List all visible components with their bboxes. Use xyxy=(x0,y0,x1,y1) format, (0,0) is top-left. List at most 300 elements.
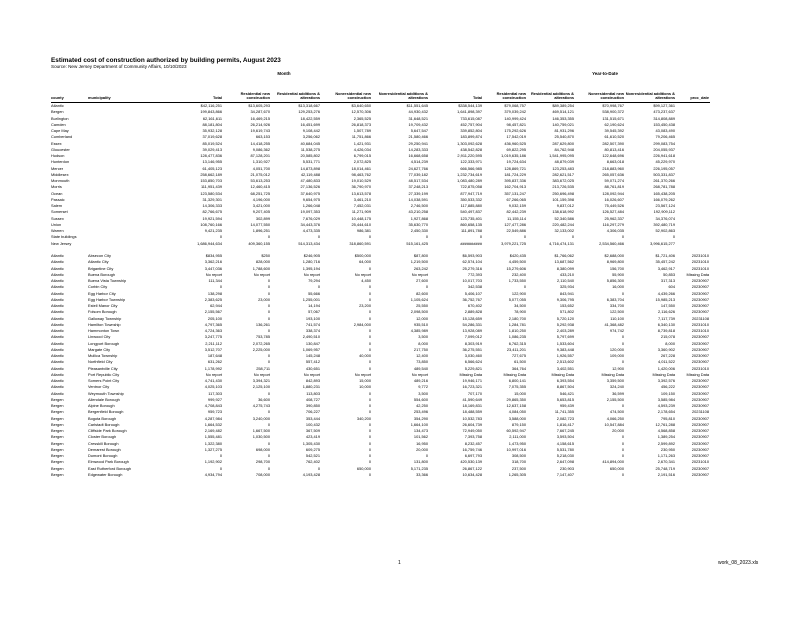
table-cell: Missing Data xyxy=(503,371,526,377)
table-cell: 6,697,793 xyxy=(464,453,482,459)
table-cell: 10,634,428 xyxy=(462,471,482,477)
table-cell: 9,837,012 xyxy=(556,203,574,209)
table-cell: 122,900 xyxy=(511,290,526,296)
table-cell: 14,077,550 xyxy=(250,221,270,227)
table-cell: $99,127,361 xyxy=(653,103,675,109)
table-cell: 0 xyxy=(368,340,371,346)
table-cell: 5,292,938 xyxy=(556,321,574,327)
table-cell: 147,550 xyxy=(660,303,675,309)
table-cell: 20230907 xyxy=(691,353,709,359)
table-cell: 342,538 xyxy=(467,284,482,290)
table-cell: 5,856,300 xyxy=(606,278,624,284)
table-cell: 974,742 xyxy=(609,328,624,334)
col-header: Nonresidential additions & alterations xyxy=(625,92,675,101)
table-cell: 4,459,500 xyxy=(508,259,526,265)
table-cell: Mercer xyxy=(51,165,64,171)
table-cell: 1,420,006 xyxy=(657,365,675,371)
table-cell: Missing Data xyxy=(459,371,482,377)
table-cell: 20230907 xyxy=(691,346,709,352)
table-cell: 772,393 xyxy=(467,271,482,277)
table-cell: 0 xyxy=(425,234,428,240)
table-cell: 0 xyxy=(267,453,270,459)
table-cell: 153,652 xyxy=(559,303,574,309)
table-cell: 3,360,902 xyxy=(657,346,675,352)
table-cell: 52,340,586 xyxy=(554,215,574,221)
table-cell: 261,370,266 xyxy=(653,178,675,184)
table-cell: 10,547,884 xyxy=(604,421,624,427)
table-cell: 308,500 xyxy=(511,453,526,459)
table-cell: 79,294 xyxy=(308,278,320,284)
table-cell: 25,962,337 xyxy=(604,215,624,221)
table-cell: 650,000 xyxy=(356,465,371,471)
table-cell: 3,247,775 xyxy=(204,334,222,340)
table-cell: $2,688,000 xyxy=(604,253,624,259)
table-cell: $338,544,139 xyxy=(458,103,482,109)
table-cell: 409,360,155 xyxy=(248,240,270,246)
table-cell: 20230907 xyxy=(691,384,709,390)
table-cell: 2,072,825 xyxy=(353,159,371,165)
table-cell: 0 xyxy=(267,234,270,240)
table-cell: Bergen xyxy=(51,459,64,465)
table-cell: 0 xyxy=(523,234,526,240)
table-cell: 123,735,401 xyxy=(460,215,482,221)
table-cell: 420,530,139 xyxy=(460,459,482,465)
table-cell: 131,515,671 xyxy=(602,115,624,121)
table-cell: 0 xyxy=(368,290,371,296)
table-cell: 31,648,521 xyxy=(408,115,428,121)
table-cell: 20230907 xyxy=(691,465,709,471)
table-cell: 0 xyxy=(368,396,371,402)
table-cell: 8,739,818 xyxy=(657,328,675,334)
table-cell: Atlantic xyxy=(51,284,64,290)
table-cell: 20230907 xyxy=(691,440,709,446)
table-cell: 36,599 xyxy=(612,390,624,396)
table-cell: 7,099,012 xyxy=(464,334,482,340)
table-cell: 5,406,107 xyxy=(464,290,482,296)
table-cell: 514,313,434 xyxy=(298,240,320,246)
table-cell: Allendale Borough xyxy=(88,396,120,402)
table-cell: Demarest Borough xyxy=(88,446,121,452)
col-header: Residential additions & alterations xyxy=(527,92,575,102)
table-cell: 98,463,762 xyxy=(351,171,371,177)
table-cell: 113,803 xyxy=(306,390,320,396)
file-name: work_08_2023.xls xyxy=(718,560,759,566)
table-cell: Atlantic xyxy=(51,384,64,390)
table-cell: Salem xyxy=(51,203,63,209)
table-cell: 20230907 xyxy=(691,284,709,290)
table-cell: 226,941,618 xyxy=(653,153,675,159)
table-cell: 4,196,000 xyxy=(252,196,270,202)
table-cell: 162,704,913 xyxy=(504,184,526,190)
table-cell: 8,867,504 xyxy=(556,384,574,390)
table-cell: 213,726,535 xyxy=(552,184,574,190)
table-cell: Bogota Borough xyxy=(88,415,117,421)
table-cell: 2,534,560,466 xyxy=(599,240,624,246)
table-cell: 5,653,815 xyxy=(556,396,574,402)
table-cell: 36,275,551 xyxy=(462,346,482,352)
table-cell: 20230907 xyxy=(691,290,709,296)
table-cell: 21,075,012 xyxy=(250,171,270,177)
table-cell: 395,837,336 xyxy=(504,178,526,184)
table-cell: Bergen xyxy=(51,428,64,434)
table-cell: 17,542,019 xyxy=(506,134,526,140)
table-cell: 318,700 xyxy=(511,459,526,465)
table-cell: 0 xyxy=(267,465,270,471)
table-cell: 29,250,941 xyxy=(408,140,428,146)
table-cell: 2,098,500 xyxy=(410,309,428,315)
table-cell: 877,947,719 xyxy=(460,190,482,196)
table-cell: Atlantic xyxy=(51,321,64,327)
table-cell: Alpine Borough xyxy=(88,403,115,409)
table-cell: 4,051,700 xyxy=(252,165,270,171)
table-cell: 122,648,696 xyxy=(602,153,624,159)
table-cell: 26,818,373 xyxy=(351,121,371,127)
table-cell: Egg Harbor City xyxy=(88,290,116,296)
table-cell: 3,500 xyxy=(418,334,428,340)
table-cell: 53,613,253 xyxy=(250,178,270,184)
table-cell: Estell Manor City xyxy=(88,303,118,309)
table-cell: 205,100 xyxy=(207,315,222,321)
table-cell: 8,000 xyxy=(665,340,675,346)
table-cell: 10,448,175 xyxy=(351,215,371,221)
table-cell: 45,229,970 xyxy=(655,159,675,165)
table-cell: Bergen xyxy=(51,471,64,477)
table-body xyxy=(51,102,710,478)
table-cell: 0 xyxy=(571,234,574,240)
table-cell: 23,411,201 xyxy=(506,346,526,352)
table-cell: 1,178,992 xyxy=(204,365,222,371)
table-cell: 6,800,141 xyxy=(508,378,526,384)
table-cell: 1,266,048 xyxy=(302,203,320,209)
table-cell: 298,700 xyxy=(255,459,270,465)
table-cell: 2,116,626 xyxy=(657,309,675,315)
table-cell: 12,761,288 xyxy=(655,421,675,427)
table-cell: 39,029,413 xyxy=(202,146,222,152)
table-cell: 9,654,975 xyxy=(302,196,320,202)
table-cell: 15,279,606 xyxy=(506,265,526,271)
table-cell: 0 xyxy=(219,465,222,471)
table-cell: 0 xyxy=(368,390,371,396)
table-cell: Atlantic xyxy=(51,353,64,359)
table-cell: No report xyxy=(411,271,428,277)
table-cell: 540,497,837 xyxy=(460,209,482,215)
table-cell: 5,531,771 xyxy=(302,159,320,165)
table-cell: 130,847 xyxy=(305,340,320,346)
table-cell: 87,128,201 xyxy=(250,153,270,159)
table-cell: 2,984,000 xyxy=(353,321,371,327)
table-cell: Ocean xyxy=(51,190,63,196)
table-cell: Bergenfield Borough xyxy=(88,409,124,415)
table-cell: 20,000 xyxy=(612,428,624,434)
table-cell: 6,566,624 xyxy=(464,359,482,365)
table-cell: 34,287,670 xyxy=(250,109,270,115)
table-cell: 16,723,321 xyxy=(462,384,482,390)
table-cell: 27,136,526 xyxy=(300,184,320,190)
table-cell: 2,889,828 xyxy=(464,309,482,315)
table-cell: 1,105,624 xyxy=(410,296,428,302)
table-cell: 0 xyxy=(267,440,270,446)
table-cell: 1,667,500 xyxy=(252,428,270,434)
table-cell: 2,365,525 xyxy=(353,115,371,121)
table-cell: 3,240,000 xyxy=(252,415,270,421)
table-cell: 62,190,624 xyxy=(604,121,624,127)
table-cell: Atlantic xyxy=(51,103,64,109)
table-cell: 538,900,372 xyxy=(602,109,624,115)
table-cell: 7,117,739 xyxy=(657,315,675,321)
table-cell: 62,944 xyxy=(210,303,222,309)
table-cell: 20230907 xyxy=(691,359,709,365)
table-cell: 4,193,428 xyxy=(302,471,320,477)
table-cell: 88,181,804 xyxy=(202,121,222,127)
table-cell: 13,146,955 xyxy=(202,159,222,165)
table-cell: 128,477,836 xyxy=(200,153,222,159)
table-cell: 20230907 xyxy=(691,421,709,427)
table-cell: 1,280,716 xyxy=(302,259,320,265)
table-cell: 1,816,417 xyxy=(556,421,574,427)
table-cell: 136,261 xyxy=(255,321,270,327)
table-cell: 267,228 xyxy=(660,353,675,359)
table-cell: 999,927 xyxy=(207,396,222,402)
table-cell: 146,353,355 xyxy=(552,115,574,121)
table-cell: 436,960,525 xyxy=(504,140,526,146)
table-cell: 1,305,430 xyxy=(302,440,320,446)
table-cell: 557,412 xyxy=(305,359,320,365)
table-cell: 183,899,874 xyxy=(460,134,482,140)
table-cell: 48,879,039 xyxy=(554,159,574,165)
table-cell: Weymouth Township xyxy=(88,390,124,396)
table-cell: 43,210,258 xyxy=(408,209,428,215)
table-cell: Bergen xyxy=(51,109,64,115)
table-cell: 258,711 xyxy=(256,365,270,371)
table-cell: 12,460,415 xyxy=(250,184,270,190)
table-cell: 3,500 xyxy=(418,390,428,396)
table-cell: 61,500 xyxy=(514,359,526,365)
table-cell: 357,131,247 xyxy=(504,190,526,196)
table-cell: 2,155,500 xyxy=(606,396,624,402)
table-cell: 2,191,516 xyxy=(657,471,675,477)
table-cell: 3,588,000 xyxy=(508,415,526,421)
table-cell: 199,843,866 xyxy=(200,109,222,115)
table-cell: 753,785 xyxy=(255,334,270,340)
table-cell: 9,383,448 xyxy=(556,346,574,352)
table-cell: 4,473,335 xyxy=(302,228,320,234)
table-cell: 98,457,821 xyxy=(506,121,526,127)
table-cell: 1,395,194 xyxy=(302,265,320,271)
table-cell: 3,996,615,277 xyxy=(650,240,675,246)
table-cell: 2,125,100 xyxy=(252,384,270,390)
table-cell: $420,435 xyxy=(509,253,526,259)
table-cell: 20230907 xyxy=(691,396,709,402)
table-cell: 232,400 xyxy=(511,271,526,277)
table-cell: Atlantic xyxy=(51,259,64,265)
table-cell: Atlantic xyxy=(51,378,64,384)
table-cell: New Jersey xyxy=(51,240,72,246)
table-cell: Missing Data xyxy=(652,371,675,377)
table-cell: Atlantic xyxy=(51,359,64,365)
table-cell: 20230907 xyxy=(691,415,709,421)
table-cell: 108,760,166 xyxy=(200,221,222,227)
table-cell: Bergen xyxy=(51,409,64,415)
table-cell: 29,865,350 xyxy=(506,396,526,402)
table-cell: 117,885,880 xyxy=(460,203,482,209)
table-cell: 61,405,123 xyxy=(202,165,222,171)
col-header: Residential new construction xyxy=(223,92,271,102)
table-cell: Atlantic xyxy=(51,265,64,271)
table-cell: 879,150 xyxy=(511,421,526,427)
table-cell: 18,488,559 xyxy=(462,409,482,415)
table-cell: 55,900 xyxy=(612,271,624,277)
table-cell: 6,393,554 xyxy=(556,378,574,384)
table-cell: Dumont Borough xyxy=(88,453,118,459)
table-cell: 0 xyxy=(317,465,320,471)
table-cell: Bergen xyxy=(51,421,64,427)
table-cell: No report xyxy=(253,271,270,277)
table-cell: 68,251,725 xyxy=(250,190,270,196)
table-cell: 4,797,365 xyxy=(204,321,222,327)
table-cell: Atlantic xyxy=(51,328,64,334)
table-cell: 110,100 xyxy=(610,315,624,321)
table-cell: 60,592,947 xyxy=(506,428,526,434)
table-cell: Cliffside Park Borough xyxy=(88,428,127,434)
table-cell: 82,442,239 xyxy=(506,209,526,215)
table-cell: 3,256,062 xyxy=(302,134,320,140)
table-cell: 3,462,917 xyxy=(657,265,675,271)
table-cell: 12,900 xyxy=(612,365,624,371)
table-cell: 0 xyxy=(267,359,270,365)
table-cell: 14,418,255 xyxy=(250,140,270,146)
table-cell: 72,949,050 xyxy=(462,428,482,434)
table-cell: 8,663,018 xyxy=(606,159,624,165)
table-cell: 26,867,122 xyxy=(462,465,482,471)
table-cell: Port Republic City xyxy=(88,371,120,377)
table-cell: 0 xyxy=(368,459,371,465)
table-cell: 554,600 xyxy=(413,396,428,402)
table-cell: 16,469,215 xyxy=(250,115,270,121)
table-cell: 339,852,804 xyxy=(460,128,482,134)
table-cell: 16,026,607 xyxy=(604,196,624,202)
table-cell: Cresskill Borough xyxy=(88,440,119,446)
table-cell: 282,621,517 xyxy=(552,171,574,177)
table-cell: 1,255,001 xyxy=(302,296,320,302)
table-cell: 13,928,089 xyxy=(462,328,482,334)
table-cell: 0 xyxy=(267,290,270,296)
table-cell: 0 xyxy=(219,453,222,459)
table-cell: 217,750 xyxy=(413,346,428,352)
table-cell: Northfield City xyxy=(88,359,113,365)
table-cell: 2,211,112 xyxy=(205,340,222,346)
table-cell: Atlantic xyxy=(51,303,64,309)
table-cell: Hudson xyxy=(51,153,65,159)
table-cell: 140,759,021 xyxy=(552,121,574,127)
table-cell: Atlantic xyxy=(51,290,64,296)
table-cell: 3,447,036 xyxy=(204,265,222,271)
table-cell: 1,788,600 xyxy=(252,265,270,271)
table-cell: 20230907 xyxy=(691,453,709,459)
table-cell: 9,306,795 xyxy=(556,296,574,302)
table-cell: 237,500 xyxy=(511,465,526,471)
table-cell: 82,600 xyxy=(416,290,428,296)
table-cell: 8,000 xyxy=(418,340,428,346)
table-cell: 8,380,099 xyxy=(556,265,574,271)
table-cell: 325,934 xyxy=(559,284,574,290)
table-cell: East Rutherford Borough xyxy=(88,465,132,471)
table-cell: Hammonton Town xyxy=(88,328,120,334)
table-cell: Galloway Township xyxy=(88,315,122,321)
table-cell: 0 xyxy=(267,353,270,359)
table-cell: 722,875,058 xyxy=(460,184,482,190)
table-cell: Burlington xyxy=(51,115,69,121)
col-header: Residential additions & alterations xyxy=(271,92,321,102)
table-cell: Absecon City xyxy=(88,253,111,259)
table-cell: 0 xyxy=(219,284,222,290)
col-header: Nonresidential new construction xyxy=(321,92,372,102)
table-cell: 287,629,800 xyxy=(552,140,574,146)
table-cell: 34,443,376 xyxy=(300,221,320,227)
table-cell: 609,275 xyxy=(305,446,320,452)
table-cell: 0 xyxy=(368,334,371,340)
table-cell: Atlantic xyxy=(51,390,64,396)
table-cell: Passaic xyxy=(51,196,65,202)
table-cell: 36,790,970 xyxy=(351,184,371,190)
table-cell: 0 xyxy=(368,328,371,334)
table-cell: 350,533,332 xyxy=(460,196,482,202)
table-cell: 317,313 xyxy=(660,278,675,284)
table-cell: 0 xyxy=(368,365,371,371)
table-cell: 334,700 xyxy=(609,303,624,309)
table-cell: 34,376,074 xyxy=(655,215,675,221)
table-cell: 27,339,199 xyxy=(408,190,428,196)
table-cell: 19,097,353 xyxy=(300,209,320,215)
table-cell: $87,800 xyxy=(413,253,428,259)
table-cell: 4,934,794 xyxy=(204,471,222,477)
col-header: Total xyxy=(178,92,223,102)
table-cell: 4,593,239 xyxy=(657,403,675,409)
table-cell: Missing Data xyxy=(686,371,709,377)
table-cell: Atlantic xyxy=(51,365,64,371)
table-cell: Bergen xyxy=(51,434,64,440)
table-cell: $70,998,767 xyxy=(602,103,624,109)
table-cell: 69,822,295 xyxy=(506,146,526,152)
table-cell: 101,159,398 xyxy=(552,196,574,202)
table-cell: 2,111,000 xyxy=(509,434,526,440)
table-cell: 0 xyxy=(621,290,624,296)
table-cell: State buildings xyxy=(51,234,77,240)
table-cell: 0 xyxy=(479,234,482,240)
col-header: Total xyxy=(429,92,483,102)
table-cell: 129,253,276 xyxy=(298,109,320,115)
table-cell: 0 xyxy=(621,453,624,459)
table-cell: 10,017,703 xyxy=(462,278,482,284)
table-cell: Morris xyxy=(51,184,62,190)
table-cell: Hamilton Township xyxy=(88,321,121,327)
table-cell: 0 xyxy=(368,409,371,415)
table-cell: 4,158,615 xyxy=(556,440,574,446)
table-cell: 20231010 xyxy=(691,321,709,327)
table-cell: 14,194 xyxy=(308,303,320,309)
table-cell: 0 xyxy=(267,278,270,284)
table-cell: 8,303,919 xyxy=(464,340,482,346)
table-cell: 4,568,858 xyxy=(657,428,675,434)
table-cell: Atlantic xyxy=(51,371,64,377)
table-cell: 7,452,031 xyxy=(353,203,371,209)
table-cell: 4,066,250 xyxy=(606,415,624,421)
table-cell: 354,290 xyxy=(413,415,428,421)
table-cell: 423,419 xyxy=(305,434,320,440)
table-cell: 13,613,578 xyxy=(351,190,371,196)
table-cell: Missing Data xyxy=(686,271,709,277)
table-cell: 708,000 xyxy=(255,471,270,477)
table-cell: 11,751,866 xyxy=(351,134,371,140)
